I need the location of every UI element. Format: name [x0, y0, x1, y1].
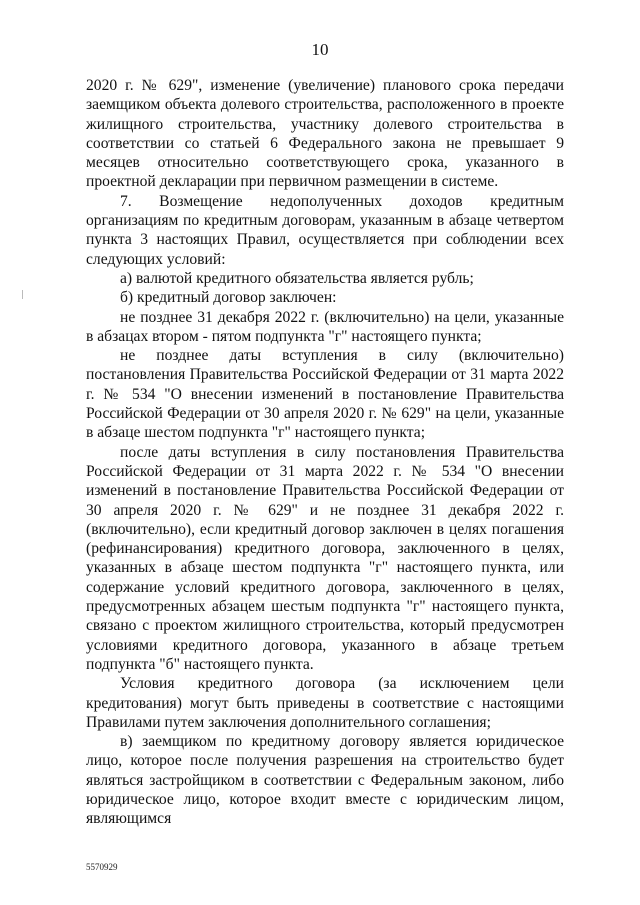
- subitem-b: б) кредитный договор заключен:: [120, 289, 337, 307]
- paragraph-continuation: 2020 г. № 629", изменение (увеличение) планового срока передачи заемщиком объекта долевого строительства, расположенного в проекте жилищного строительства, участнику долевого строительства в соответствии со статьей 6 Федерального закона не превышает 9 месяцев относительно соответствующего срока, указанного в проектной декларации при первичном размещении в системе.: [86, 77, 564, 191]
- subitem-b-clause-2: не позднее даты вступления в силу (включительно) постановления Правительства Российской Федерации от 31 марта 2022 г. № 534 "О внесении изменений в постановление Правительства Российской Федерации от 30 апреля 2020 г. № 629" на цели, указанные в абзаце шестом подпункта "г" настоящего пункта;: [86, 347, 564, 442]
- document-body: [86, 76, 564, 829]
- subitem-b-clause-1: не позднее 31 декабря 2022 г. (включительно) на цели, указанные в абзацах втором - пятом подпункта "г" настоящего пункта;: [86, 308, 564, 345]
- paragraph-contract-terms: Условия кредитного договора (за исключением цели кредитования) могут быть приведены в соответствие с настоящими Правилами путем заключения дополнительного соглашения;: [86, 675, 564, 731]
- paragraph-item-7: 7. Возмещение недополученных доходов кредитным организациям по кредитным договорам, указанным в абзаце четвертом пункта 3 настоящих Правил, осуществляется при соблюдении всех следующих условий:: [86, 192, 564, 268]
- document-code: 5570929: [86, 862, 118, 872]
- subitem-b-clause-3: после даты вступления в силу постановления Правительства Российской Федерации от 31 марта 2022 г. № 534 "О внесении изменений в постановление Правительства Российской Федерации от 30 апреля 2020 г. № 629" и не позднее 31 декабря 2022 г. (включительно), если кредитный договор заключен в целях погашения (рефинансирования) кредитного договора, заключенного в целях, указанных в абзаце шестом подпункта "г" настоящего пункта, или содержание условий кредитного договора, заключенного в целях, предусмотренных абзацем шестым подпункта "г" настоящего пункта, связано с проектом жилищного строительства, который предусмотрен условиями кредитного договора, указанного в абзаце третьем подпункта "б" настоящего пункта.: [86, 443, 564, 673]
- margin-mark: [22, 290, 23, 299]
- subitem-v: в) заемщиком по кредитному договору является юридическое лицо, которое после получения разрешения на строительство будет являться застройщиком в соответствии с Федеральным законом, либо юридическое лицо, которое входит вместе с юридическим лицом, являющимся: [86, 733, 564, 828]
- subitem-a: а) валютой кредитного обязательства является рубль;: [120, 269, 474, 287]
- page-number: 10: [311, 40, 329, 59]
